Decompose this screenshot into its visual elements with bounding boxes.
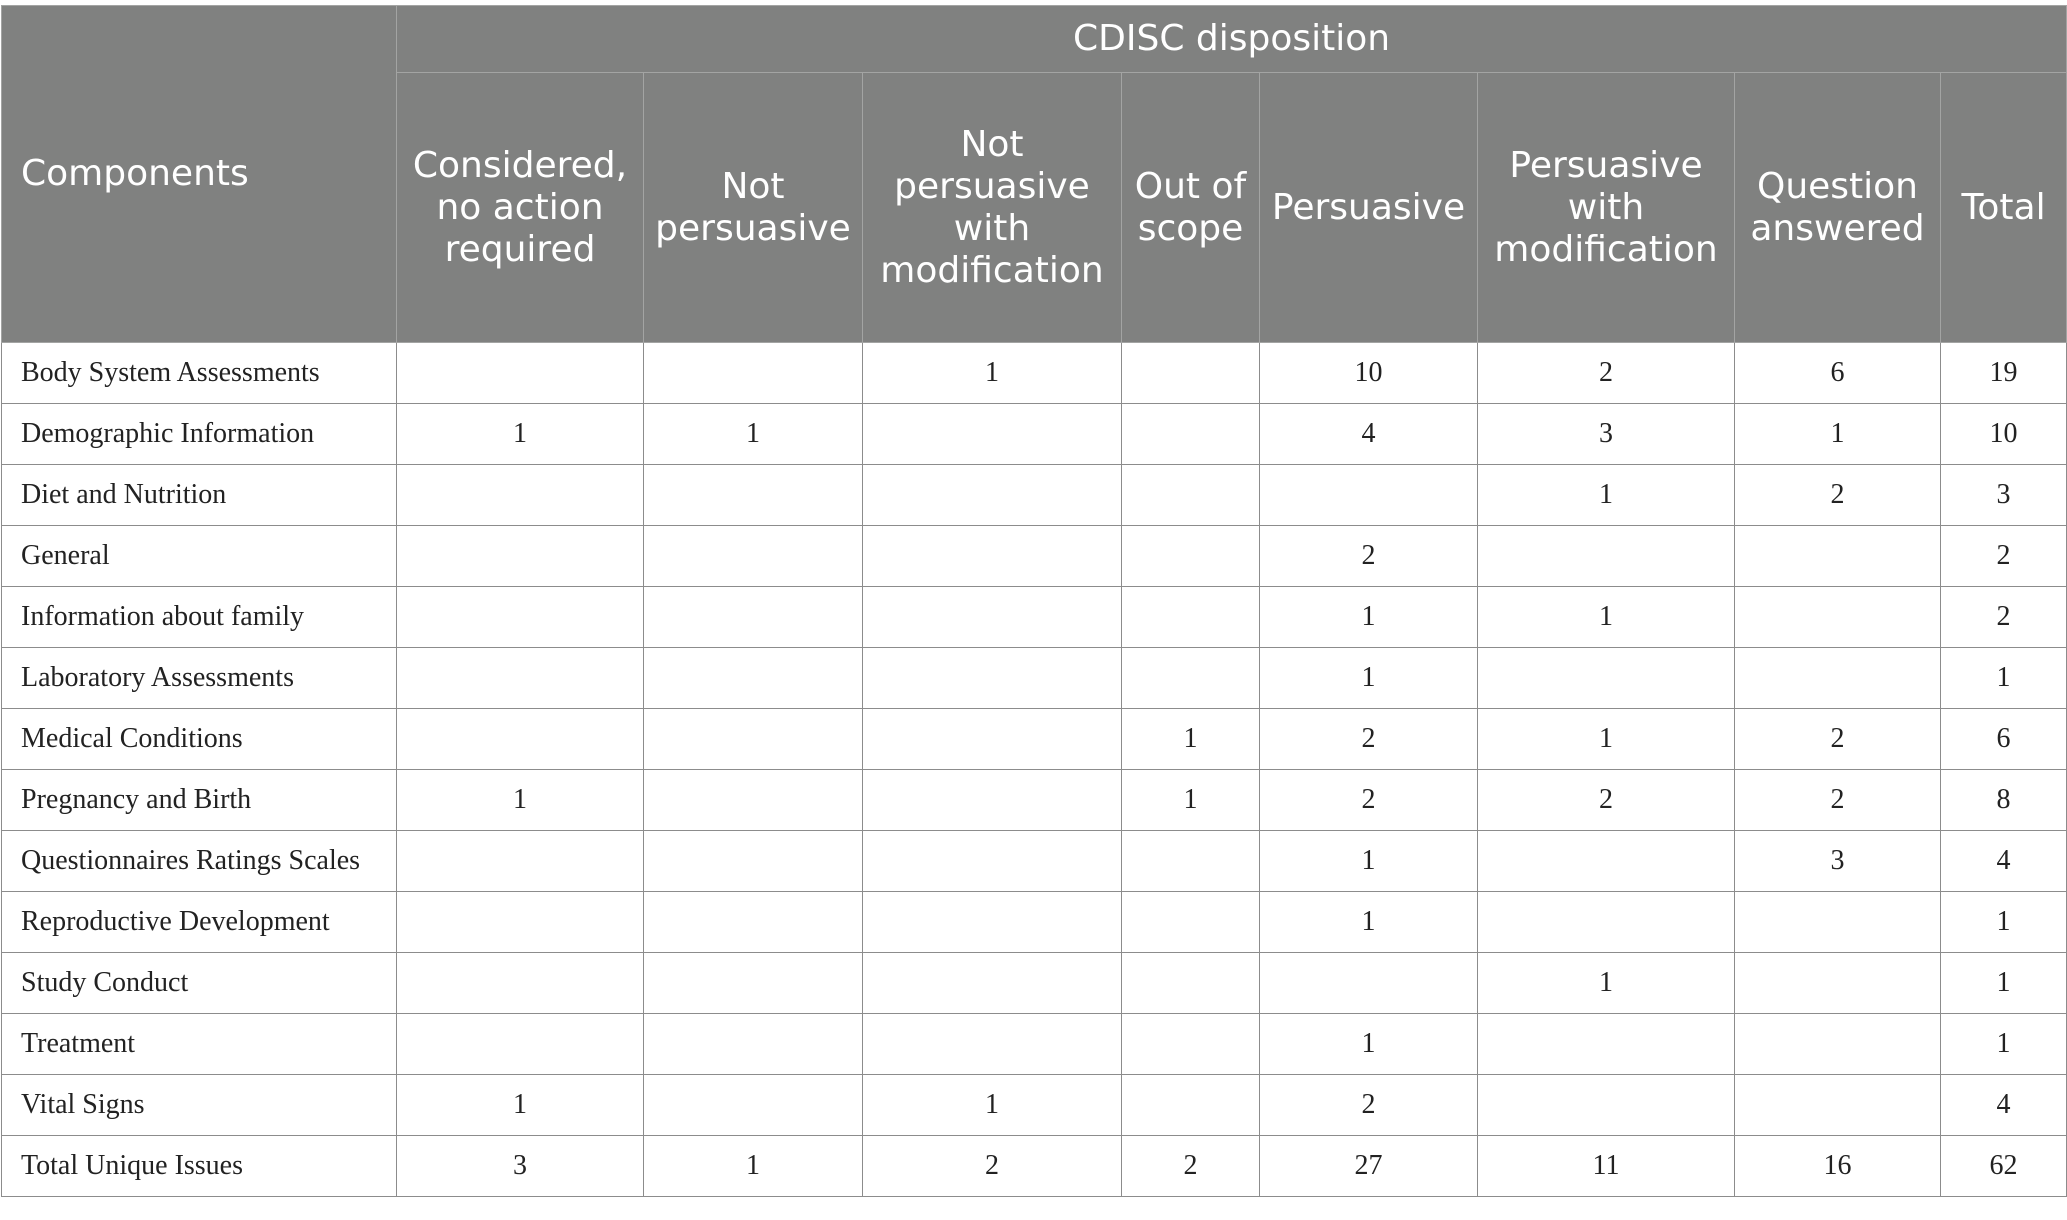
table-cell: 2 xyxy=(1122,1136,1260,1197)
table-cell: 27 xyxy=(1260,1136,1478,1197)
table-cell xyxy=(863,831,1122,892)
table-cell: 1 xyxy=(1941,1014,2067,1075)
table-cell: 11 xyxy=(1478,1136,1735,1197)
row-component-name: Laboratory Assessments xyxy=(2,648,397,709)
table-cell: 19 xyxy=(1941,343,2067,404)
table-cell xyxy=(1478,526,1735,587)
table-cell xyxy=(1122,1075,1260,1136)
table-cell: 2 xyxy=(1478,770,1735,831)
table-cell xyxy=(1478,1014,1735,1075)
table-cell xyxy=(397,953,644,1014)
table-cell xyxy=(863,709,1122,770)
table-cell: 1 xyxy=(644,1136,863,1197)
table-cell xyxy=(644,1075,863,1136)
table-row xyxy=(2,526,2067,587)
table-cell xyxy=(397,587,644,648)
table-cell xyxy=(1478,1075,1735,1136)
table-cell: 6 xyxy=(1941,709,2067,770)
table-cell: 62 xyxy=(1941,1136,2067,1197)
table-cell: 10 xyxy=(1260,343,1478,404)
table-cell: 1 xyxy=(863,343,1122,404)
col-not-persuasive-with-modification: Not persuasive with modification xyxy=(863,73,1122,343)
table-cell: 4 xyxy=(1941,1075,2067,1136)
table-cell xyxy=(397,465,644,526)
table-cell xyxy=(397,709,644,770)
table-cell: 4 xyxy=(1941,831,2067,892)
table-cell xyxy=(397,1014,644,1075)
table-cell: 3 xyxy=(1735,831,1941,892)
table-cell xyxy=(863,892,1122,953)
table-cell: 3 xyxy=(397,1136,644,1197)
table-cell: 2 xyxy=(1941,587,2067,648)
table-cell xyxy=(1735,1075,1941,1136)
table-cell xyxy=(644,1014,863,1075)
table-cell xyxy=(1122,404,1260,465)
table-cell xyxy=(1735,1014,1941,1075)
table-cell: 1 xyxy=(1735,404,1941,465)
table-cell: 2 xyxy=(1478,343,1735,404)
components-header: Components xyxy=(2,6,397,343)
table-cell xyxy=(863,770,1122,831)
table-cell xyxy=(1735,648,1941,709)
col-persuasive-with-modification: Persuasive with modification xyxy=(1478,73,1735,343)
row-component-name: Information about family xyxy=(2,587,397,648)
table-cell xyxy=(644,709,863,770)
table-cell xyxy=(1122,953,1260,1014)
table-cell xyxy=(397,526,644,587)
table-cell: 10 xyxy=(1941,404,2067,465)
table-cell: 2 xyxy=(1260,770,1478,831)
row-component-name: Reproductive Development xyxy=(2,892,397,953)
table-cell xyxy=(644,953,863,1014)
row-component-name: General xyxy=(2,526,397,587)
table-cell xyxy=(1122,648,1260,709)
table-row xyxy=(2,465,2067,526)
table-cell: 16 xyxy=(1735,1136,1941,1197)
table-cell: 2 xyxy=(863,1136,1122,1197)
table-row xyxy=(2,343,2067,404)
table-row xyxy=(2,1075,2067,1136)
table-cell xyxy=(1122,831,1260,892)
table-cell xyxy=(644,770,863,831)
row-component-name: Vital Signs xyxy=(2,1075,397,1136)
table-cell: 1 xyxy=(1260,831,1478,892)
table-cell xyxy=(1122,587,1260,648)
table-cell xyxy=(397,831,644,892)
table-cell: 1 xyxy=(1260,587,1478,648)
table-cell: 1 xyxy=(644,404,863,465)
table-cell: 2 xyxy=(1735,770,1941,831)
table-cell: 1 xyxy=(1941,648,2067,709)
table-cell xyxy=(1260,465,1478,526)
table-cell: 1 xyxy=(1941,953,2067,1014)
table-cell: 1 xyxy=(1941,892,2067,953)
table-cell: 2 xyxy=(1941,526,2067,587)
row-component-name: Pregnancy and Birth xyxy=(2,770,397,831)
row-component-name: Demographic Information xyxy=(2,404,397,465)
table-cell xyxy=(644,831,863,892)
table-cell xyxy=(644,526,863,587)
table-cell xyxy=(397,892,644,953)
col-out-of-scope: Out of scope xyxy=(1122,73,1260,343)
table-cell: 8 xyxy=(1941,770,2067,831)
table-cell: 1 xyxy=(1260,648,1478,709)
table-cell xyxy=(1478,831,1735,892)
table-cell xyxy=(1735,953,1941,1014)
table-row xyxy=(2,1014,2067,1075)
table-cell: 1 xyxy=(1478,953,1735,1014)
table-cell xyxy=(644,587,863,648)
table-cell: 1 xyxy=(863,1075,1122,1136)
col-not-persuasive: Not persuasive xyxy=(644,73,863,343)
table-cell: 2 xyxy=(1735,709,1941,770)
table-cell: 2 xyxy=(1735,465,1941,526)
table-cell xyxy=(863,1014,1122,1075)
table-cell xyxy=(1735,526,1941,587)
table-cell xyxy=(1260,953,1478,1014)
row-component-name: Medical Conditions xyxy=(2,709,397,770)
cdisc-disposition-header: CDISC disposition xyxy=(397,6,2067,73)
table-cell xyxy=(863,587,1122,648)
table-cell xyxy=(1478,892,1735,953)
table-cell: 4 xyxy=(1260,404,1478,465)
table-cell xyxy=(644,465,863,526)
row-component-name: Treatment xyxy=(2,1014,397,1075)
table-cell xyxy=(397,648,644,709)
table-cell: 1 xyxy=(1260,892,1478,953)
table-cell xyxy=(863,648,1122,709)
col-persuasive: Persuasive xyxy=(1260,73,1478,343)
col-considered-no-action: Considered, no action required xyxy=(397,73,644,343)
table-cell xyxy=(1122,343,1260,404)
row-component-name: Body System Assessments xyxy=(2,343,397,404)
table-cell: 1 xyxy=(397,1075,644,1136)
table-cell xyxy=(1735,587,1941,648)
table-row xyxy=(2,953,2067,1014)
row-component-name: Total Unique Issues xyxy=(2,1136,397,1197)
table-cell: 1 xyxy=(1122,770,1260,831)
table-cell: 1 xyxy=(397,404,644,465)
table-row xyxy=(2,831,2067,892)
table-row xyxy=(2,587,2067,648)
table-cell: 3 xyxy=(1941,465,2067,526)
table-body xyxy=(2,343,2067,1197)
table-cell xyxy=(1122,465,1260,526)
table-row xyxy=(2,1136,2067,1197)
table-cell xyxy=(863,404,1122,465)
table-row xyxy=(2,648,2067,709)
table-cell xyxy=(1122,1014,1260,1075)
table-cell xyxy=(1735,892,1941,953)
table-cell: 1 xyxy=(1122,709,1260,770)
table-cell xyxy=(863,465,1122,526)
col-question-answered: Question answered xyxy=(1735,73,1941,343)
disposition-table xyxy=(1,5,2067,1197)
table-cell: 3 xyxy=(1478,404,1735,465)
table-cell: 2 xyxy=(1260,526,1478,587)
table-cell xyxy=(863,526,1122,587)
table-cell: 2 xyxy=(1260,709,1478,770)
row-component-name: Study Conduct xyxy=(2,953,397,1014)
table-cell xyxy=(644,343,863,404)
row-component-name: Diet and Nutrition xyxy=(2,465,397,526)
table-row xyxy=(2,709,2067,770)
table-cell xyxy=(1122,526,1260,587)
table-cell xyxy=(1478,648,1735,709)
table-cell: 1 xyxy=(1478,465,1735,526)
table-cell: 1 xyxy=(1260,1014,1478,1075)
table-cell xyxy=(1122,892,1260,953)
table-cell xyxy=(863,953,1122,1014)
table-cell: 2 xyxy=(1260,1075,1478,1136)
table-cell: 1 xyxy=(1478,709,1735,770)
table-cell: 1 xyxy=(397,770,644,831)
table-cell: 1 xyxy=(1478,587,1735,648)
table-row xyxy=(2,404,2067,465)
row-component-name: Questionnaires Ratings Scales xyxy=(2,831,397,892)
table-cell xyxy=(644,892,863,953)
table-row xyxy=(2,892,2067,953)
col-total: Total xyxy=(1941,73,2067,343)
table-cell xyxy=(397,343,644,404)
table-cell xyxy=(644,648,863,709)
table-row xyxy=(2,770,2067,831)
table-cell: 6 xyxy=(1735,343,1941,404)
